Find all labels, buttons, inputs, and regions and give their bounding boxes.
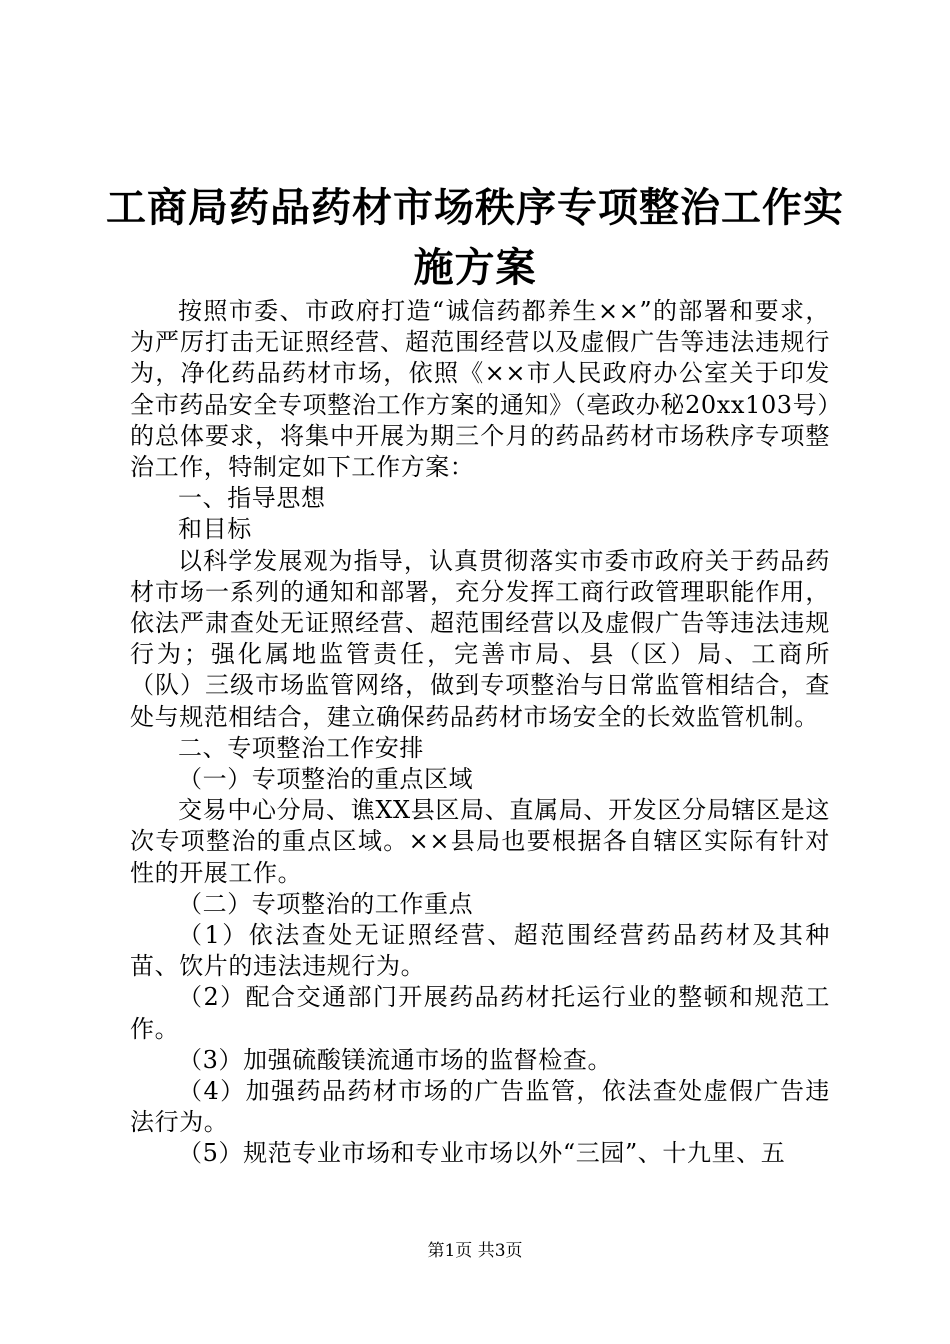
list-item: （2）配合交通部门开展药品药材托运行业的整顿和规范工作。 (130, 983, 830, 1043)
subsection-heading: （二）专项整治的工作重点 (178, 889, 474, 918)
section-heading: 二、专项整治工作安排 (178, 733, 424, 762)
document-body (130, 296, 830, 1170)
section-heading-continued: 和目标 (178, 515, 252, 544)
subsection-heading: （一）专项整治的重点区域 (178, 765, 474, 794)
list-item: （5）规范专业市场和专业市场以外“三园”、十九里、五 (178, 1139, 786, 1168)
list-item: （4）加强药品药材市场的广告监管，依法查处虚假广告违法行为。 (130, 1077, 830, 1137)
list-item: （3）加强硫酸镁流通市场的监督检查。 (178, 1045, 613, 1074)
paragraph: 以科学发展观为指导，认真贯彻落实市委市政府关于药品药材市场一系列的通知和部署，充分发挥工商行政管理职能作用，依法严肃查处无证照经营、超范围经营以及虚假广告等违法违规行为；强化属地监管责任，完善市局、县（区）局、工商所（队）三级市场监管网络，做到专项整治与日常监管相结合，查处与规范相结合，建立确保药品药材市场安全的长效监管机制。 (130, 546, 830, 731)
section-heading: 一、指导思想 (178, 484, 326, 513)
page-footer: 第1页 共3页 (427, 1241, 523, 1261)
list-item: （1）依法查处无证照经营、超范围经营药品药材及其种苗、饮片的违法违规行为。 (130, 921, 830, 981)
paragraph: 交易中心分局、谯XX县区局、直属局、开发区分局辖区是这次专项整治的重点区域。××县局也要根据各自辖区实际有针对性的开展工作。 (130, 796, 830, 887)
document-title: 工商局药品药材市场秩序专项整治工作实施方案 (106, 185, 844, 291)
paragraph: 按照市委、市政府打造“诚信药都养生××”的部署和要求，为严厉打击无证照经营、超范围经营以及虚假广告等违法违规行为，净化药品药材市场，依照《××市人民政府办公室关于印发全市药品安全专项整治工作方案的通知》（亳政办秘20xx103号）的总体要求，将集中开展为期三个月的药品药材市场秩序专项整治工作，特制定如下工作方案： (130, 297, 830, 482)
